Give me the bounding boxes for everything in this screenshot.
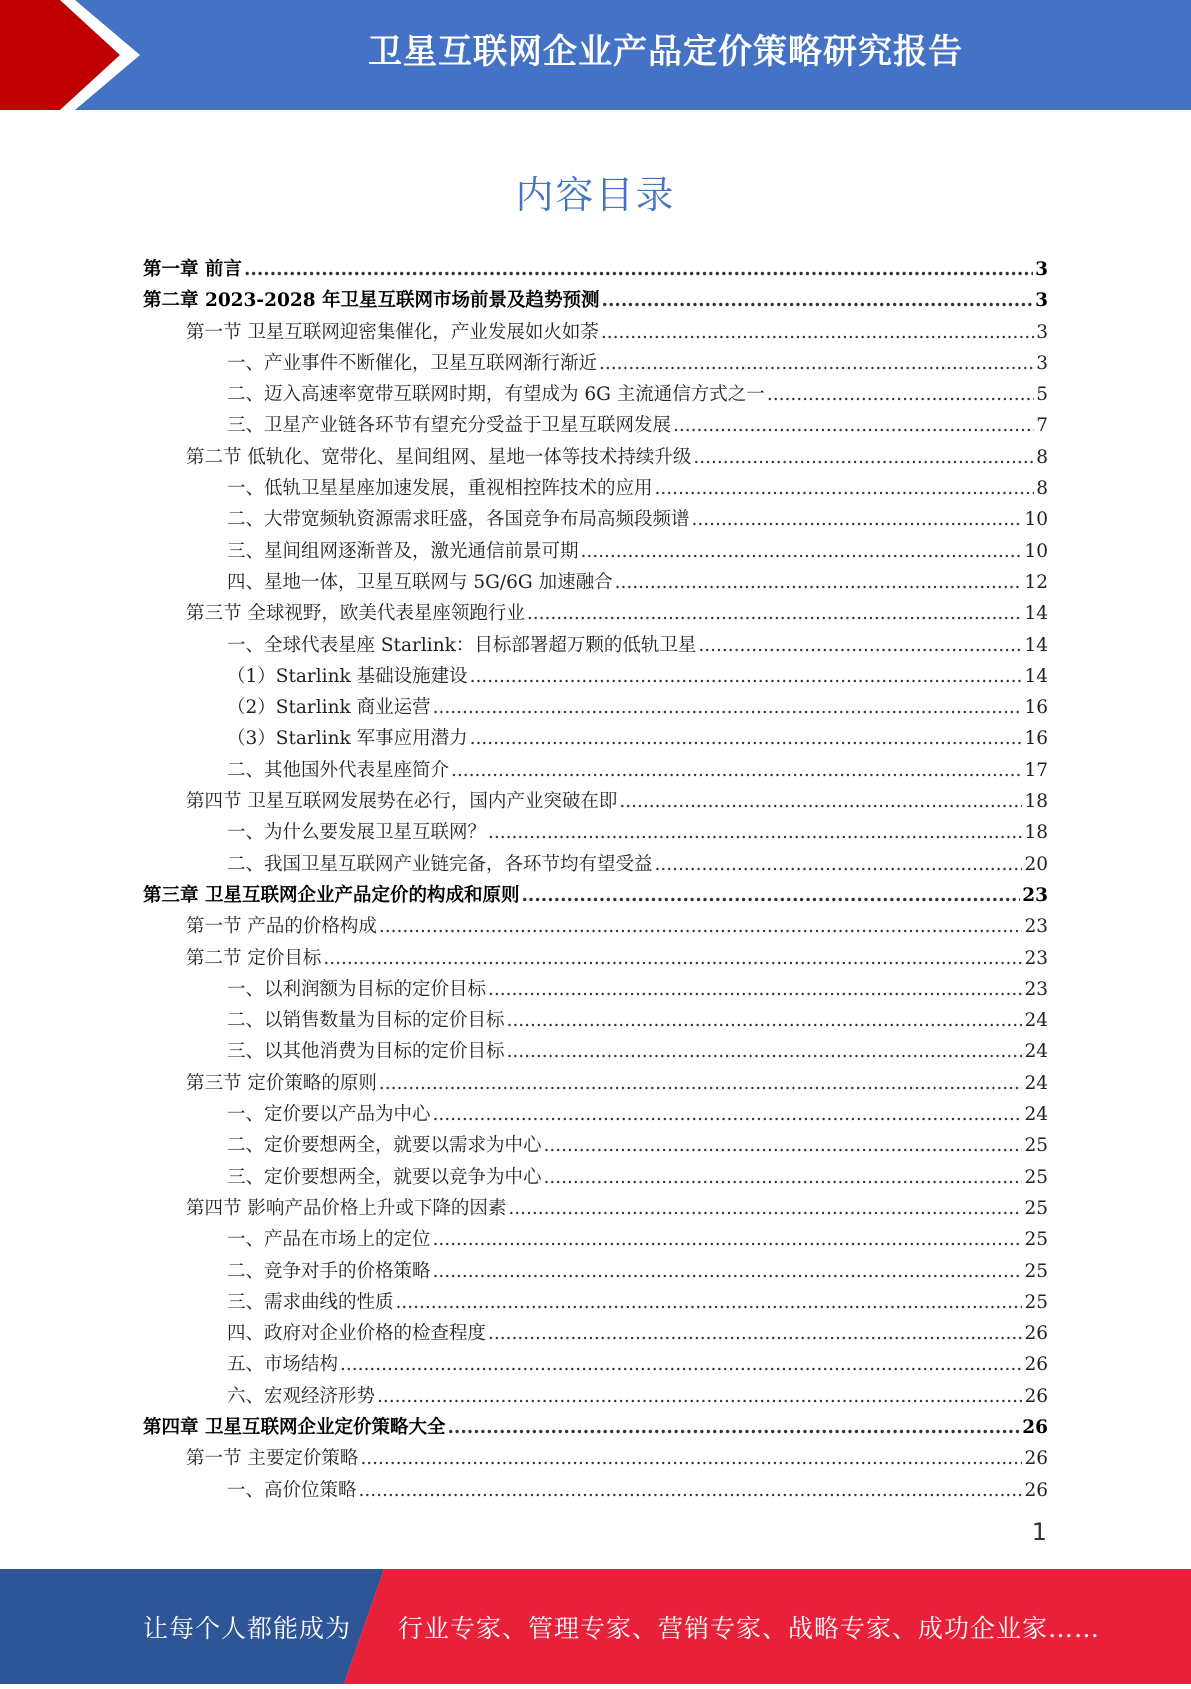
toc-entry-title: 第四节 卫星互联网发展势在必行，国内产业突破在即: [186, 791, 618, 813]
toc-entry-page: 10: [1024, 540, 1048, 562]
toc-entry[interactable]: [143, 536, 1048, 567]
chevron-decoration-icon: [0, 0, 150, 110]
toc-leader-dots: [396, 1287, 1023, 1318]
toc-heading: 内容目录: [515, 173, 676, 217]
toc-leader-dots: [602, 285, 1034, 316]
toc-entry[interactable]: [143, 285, 1048, 316]
toc-entry-title: 第一节 主要定价策略: [186, 1448, 359, 1470]
toc-entry-page: 26: [1024, 1385, 1048, 1407]
toc-entry-title: 三、需求曲线的性质: [227, 1291, 394, 1313]
toc-entry-title: 第一章 前言: [143, 259, 242, 280]
toc-leader-dots: [581, 536, 1023, 567]
toc-leader-dots: [488, 1318, 1022, 1349]
toc-entry-title: 一、产业事件不断催化，卫星互联网渐行渐近: [227, 352, 598, 374]
toc-entry-title: 三、卫星产业链各环节有望充分受益于卫星互联网发展: [227, 415, 672, 437]
toc-leader-dots: [244, 254, 1033, 285]
toc-entry-title: 第三节 定价策略的原则: [186, 1072, 377, 1094]
toc-leader-dots: [599, 348, 1034, 379]
toc-entry[interactable]: [143, 1068, 1048, 1099]
toc-entry-page: 26: [1024, 1354, 1048, 1376]
footer-slogan-right: 行业专家、管理专家、营销专家、战略专家、成功企业家……: [398, 1614, 1101, 1643]
toc-entry[interactable]: [143, 1162, 1048, 1193]
toc-entry[interactable]: [143, 379, 1048, 410]
toc-entry-page: 5: [1036, 384, 1048, 406]
toc-entry-page: 3: [1036, 321, 1048, 343]
toc-entry[interactable]: [143, 661, 1048, 692]
toc-entry-page: 8: [1036, 478, 1048, 500]
toc-entry[interactable]: [143, 442, 1048, 473]
toc-entry-page: 25: [1024, 1291, 1048, 1313]
toc-entry-title: 二、竞争对手的价格策略: [227, 1260, 431, 1282]
toc-leader-dots: [507, 1036, 1023, 1067]
toc-entry[interactable]: [143, 567, 1048, 598]
toc-leader-dots: [767, 379, 1034, 410]
toc-leader-dots: [447, 1412, 1020, 1443]
toc-entry-page: 25: [1024, 1166, 1048, 1188]
toc-entry[interactable]: [143, 1443, 1048, 1474]
toc-entry[interactable]: [143, 1099, 1048, 1130]
toc-entry-title: 第一节 产品的价格构成: [186, 916, 377, 938]
toc-leader-dots: [655, 849, 1023, 880]
toc-entry-page: 26: [1022, 1416, 1048, 1438]
toc-entry-title: 一、全球代表星座 Starlink：目标部署超万颗的低轨卫星: [227, 634, 697, 656]
toc-entry[interactable]: [143, 348, 1048, 379]
toc-entry-title: （3）Starlink 军事应用潜力: [227, 728, 468, 750]
toc-entry[interactable]: [143, 504, 1048, 535]
toc-entry-title: 二、其他国外代表星座简介: [227, 759, 450, 781]
toc-entry-page: 25: [1024, 1135, 1048, 1157]
toc-entry[interactable]: [143, 1130, 1048, 1161]
toc-leader-dots: [544, 1130, 1023, 1161]
toc-entry[interactable]: [143, 1287, 1048, 1318]
toc-entry-page: 23: [1024, 916, 1048, 938]
toc-leader-dots: [451, 755, 1022, 786]
toc-entry-title: 第二章 2023-2028 年卫星互联网市场前景及趋势预测: [143, 290, 600, 312]
toc-leader-dots: [359, 1475, 1023, 1506]
toc-entry-title: 二、定价要想两全，就要以需求为中心: [227, 1135, 542, 1157]
toc-leader-dots: [507, 1005, 1023, 1036]
toc-leader-dots: [508, 1193, 1022, 1224]
toc-entry-title: （2）Starlink 商业运营: [227, 697, 431, 719]
toc-leader-dots: [601, 317, 1034, 348]
toc-entry[interactable]: [143, 692, 1048, 723]
toc-leader-dots: [655, 473, 1035, 504]
toc-leader-dots: [323, 943, 1022, 974]
toc-entry-title: 一、高价位策略: [227, 1479, 357, 1501]
toc-entry-page: 23: [1024, 978, 1048, 1000]
toc-leader-dots: [379, 911, 1023, 942]
toc-leader-dots: [360, 1443, 1022, 1474]
toc-leader-dots: [377, 1381, 1022, 1412]
footer-slogan-left: 让每个人都能成为: [143, 1614, 352, 1643]
toc-entry-title: 第四章 卫星互联网企业定价策略大全: [143, 1416, 446, 1438]
toc-entry-title: 第二节 低轨化、宽带化、星间组网、星地一体等技术持续升级: [186, 446, 692, 468]
toc-entry-title: 一、产品在市场上的定位: [227, 1229, 431, 1251]
toc-entry-page: 24: [1024, 1010, 1048, 1032]
toc-entry-page: 14: [1024, 665, 1048, 687]
toc-entry[interactable]: [143, 410, 1048, 441]
toc-leader-dots: [692, 504, 1023, 535]
toc-entry[interactable]: [143, 598, 1048, 629]
toc-leader-dots: [433, 1256, 1023, 1287]
toc-entry-page: 3: [1036, 352, 1048, 374]
toc-entry[interactable]: [143, 974, 1048, 1005]
toc-entry-page: 8: [1036, 446, 1048, 468]
toc-entry[interactable]: [143, 880, 1048, 911]
toc-entry-page: 26: [1024, 1323, 1048, 1345]
toc-entry-title: 第一节 卫星互联网迎密集催化，产业发展如火如荼: [186, 321, 599, 343]
toc-entry-title: 三、以其他消费为目标的定价目标: [227, 1041, 505, 1063]
footer-banner: [0, 1569, 1191, 1684]
toc-entry-title: 二、大带宽频轨资源需求旺盛，各国竞争布局高频段频谱: [227, 509, 690, 531]
toc-entry-page: 16: [1024, 697, 1048, 719]
toc-entry-title: 一、定价要以产品为中心: [227, 1104, 431, 1126]
toc-entry-title: 二、我国卫星互联网产业链完备，各环节均有望受益: [227, 853, 653, 875]
toc-entry-page: 26: [1024, 1448, 1048, 1470]
toc-entry-page: 25: [1024, 1229, 1048, 1251]
toc-leader-dots: [433, 692, 1023, 723]
toc-leader-dots: [521, 880, 1020, 911]
toc-entry[interactable]: [143, 1475, 1048, 1506]
report-title: 卫星互联网企业产品定价策略研究报告: [368, 32, 963, 72]
toc-entry[interactable]: [143, 317, 1048, 348]
toc-leader-dots: [488, 817, 1022, 848]
toc-entry-page: 26: [1024, 1479, 1048, 1501]
toc-entry-title: 四、政府对企业价格的检查程度: [227, 1323, 487, 1345]
toc-entry-title: 第四节 影响产品价格上升或下降的因素: [186, 1197, 507, 1219]
toc-entry-page: 18: [1024, 822, 1048, 844]
toc-leader-dots: [470, 723, 1023, 754]
toc-entry-title: 第三章 卫星互联网企业产品定价的构成和原则: [143, 884, 520, 906]
toc-leader-dots: [698, 630, 1022, 661]
toc-entry-page: 17: [1024, 759, 1048, 781]
toc-entry[interactable]: [143, 1036, 1048, 1067]
toc-entry-page: 20: [1024, 853, 1048, 875]
toc-entry[interactable]: [143, 1193, 1048, 1224]
toc-entry-page: 14: [1024, 634, 1048, 656]
toc-entry-title: 三、星间组网逐渐普及，激光通信前景可期: [227, 540, 579, 562]
toc-entry-page: 23: [1024, 947, 1048, 969]
header-banner: [0, 0, 1191, 110]
toc-leader-dots: [619, 786, 1022, 817]
toc-entry[interactable]: [143, 1349, 1048, 1380]
toc-entry-title: 一、以利润额为目标的定价目标: [227, 978, 487, 1000]
toc-entry-page: 23: [1022, 884, 1048, 906]
toc-entry-page: 14: [1024, 603, 1048, 625]
toc-leader-dots: [433, 1224, 1023, 1255]
toc-leader-dots: [615, 567, 1023, 598]
toc-entry[interactable]: [143, 1256, 1048, 1287]
toc-entry[interactable]: [143, 849, 1048, 880]
toc-entry-page: 12: [1024, 571, 1048, 593]
toc-leader-dots: [673, 410, 1034, 441]
toc-entry[interactable]: [143, 911, 1048, 942]
toc-entry-page: 16: [1024, 728, 1048, 750]
toc-leader-dots: [488, 974, 1022, 1005]
toc-entry-page: 24: [1024, 1072, 1048, 1094]
toc-entry[interactable]: [143, 254, 1048, 285]
toc-entry-title: 三、定价要想两全，就要以竞争为中心: [227, 1166, 542, 1188]
toc-entry[interactable]: [143, 817, 1048, 848]
toc-entry[interactable]: [143, 1005, 1048, 1036]
page-number: 1: [1031, 1518, 1047, 1546]
toc-entry[interactable]: [143, 1318, 1048, 1349]
toc-leader-dots: [470, 661, 1023, 692]
toc-entry-page: 25: [1024, 1197, 1048, 1219]
toc-entry[interactable]: [143, 943, 1048, 974]
toc-entry[interactable]: [143, 1381, 1048, 1412]
toc-entry-page: 3: [1035, 290, 1048, 312]
toc-leader-dots: [693, 442, 1034, 473]
table-of-contents: [143, 254, 1048, 1506]
toc-entry-title: 五、市场结构: [227, 1354, 339, 1376]
toc-leader-dots: [340, 1349, 1022, 1380]
toc-entry[interactable]: [143, 755, 1048, 786]
toc-entry[interactable]: [143, 473, 1048, 504]
toc-entry-page: 24: [1024, 1104, 1048, 1126]
toc-entry[interactable]: [143, 1412, 1048, 1443]
toc-leader-dots: [379, 1068, 1023, 1099]
toc-leader-dots: [433, 1099, 1023, 1130]
toc-entry-title: 一、低轨卫星星座加速发展，重视相控阵技术的应用: [227, 478, 653, 500]
toc-entry-page: 7: [1036, 415, 1048, 437]
toc-entry[interactable]: [143, 630, 1048, 661]
toc-entry[interactable]: [143, 1224, 1048, 1255]
toc-leader-dots: [544, 1162, 1023, 1193]
toc-entry-title: （1）Starlink 基础设施建设: [227, 665, 468, 687]
toc-entry-page: 25: [1024, 1260, 1048, 1282]
toc-entry-title: 第二节 定价目标: [186, 947, 322, 969]
toc-leader-dots: [527, 598, 1023, 629]
toc-entry-title: 第三节 全球视野，欧美代表星座领跑行业: [186, 603, 525, 625]
toc-entry-title: 六、宏观经济形势: [227, 1385, 376, 1407]
toc-entry-page: 3: [1035, 259, 1048, 280]
toc-entry[interactable]: [143, 786, 1048, 817]
toc-entry-page: 24: [1024, 1041, 1048, 1063]
toc-entry-page: 10: [1024, 509, 1048, 531]
toc-entry[interactable]: [143, 723, 1048, 754]
toc-entry-title: 二、迈入高速率宽带互联网时期，有望成为 6G 主流通信方式之一: [227, 384, 765, 406]
toc-entry-title: 一、为什么要发展卫星互联网？: [227, 822, 487, 844]
toc-entry-title: 二、以销售数量为目标的定价目标: [227, 1010, 505, 1032]
toc-entry-page: 18: [1024, 791, 1048, 813]
toc-entry-title: 四、星地一体，卫星互联网与 5G/6G 加速融合: [227, 571, 613, 593]
